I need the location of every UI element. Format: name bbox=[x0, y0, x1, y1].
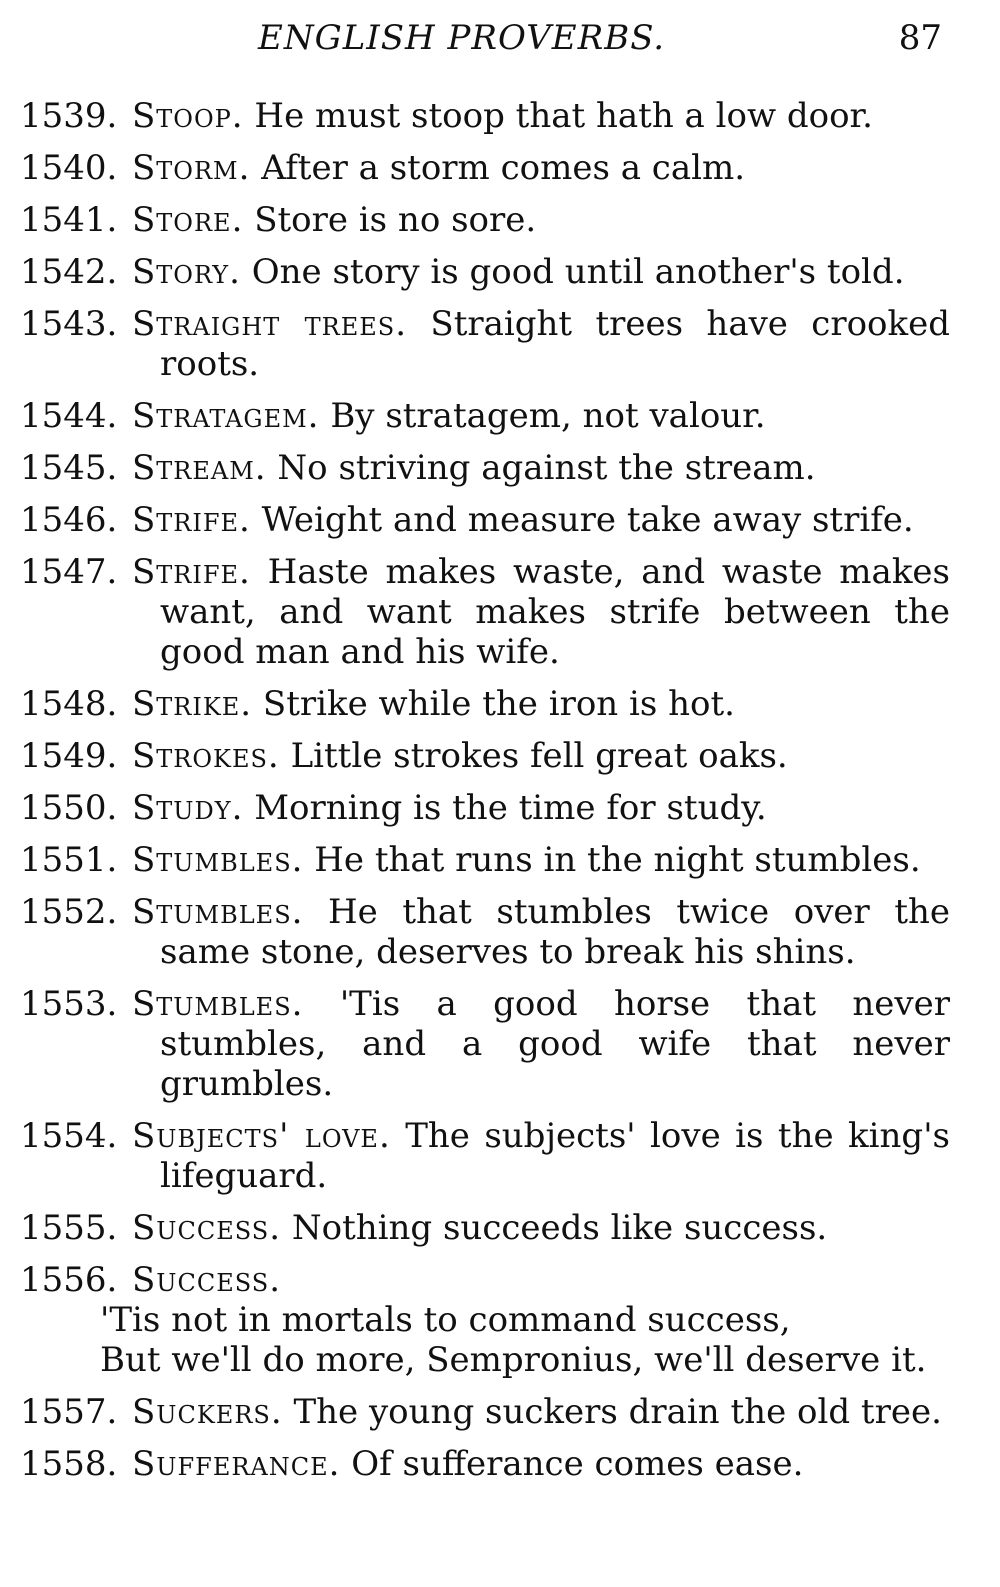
entry-text: He that runs in the night stumbles. bbox=[314, 840, 921, 880]
entry-body bbox=[132, 684, 950, 724]
entry-body bbox=[132, 396, 950, 436]
entry-number: 1558. bbox=[20, 1444, 118, 1484]
entry-body bbox=[132, 788, 950, 828]
entry-text: After a storm comes a calm. bbox=[261, 148, 746, 188]
entry-body bbox=[132, 984, 950, 1104]
entry-text: One story is good until another's told. bbox=[251, 252, 905, 292]
proverb-entry bbox=[20, 552, 950, 672]
entry-keyword: Story. bbox=[132, 252, 241, 292]
entry-body bbox=[132, 736, 950, 776]
entry-body bbox=[132, 500, 950, 540]
entry-text: Straight trees have crooked roots. bbox=[160, 304, 951, 384]
entry-text: Morning is the time for study. bbox=[254, 788, 767, 828]
proverb-entry bbox=[20, 1392, 950, 1432]
entry-body bbox=[132, 892, 950, 972]
entry-body bbox=[132, 1116, 950, 1196]
proverb-entry bbox=[20, 984, 950, 1104]
entry-keyword: Success. bbox=[132, 1260, 282, 1300]
entry-number: 1546. bbox=[20, 500, 118, 540]
proverb-entry bbox=[20, 148, 950, 188]
entry-body bbox=[132, 840, 950, 880]
entry-number: 1549. bbox=[20, 736, 118, 776]
entry-number: 1556. bbox=[20, 1260, 118, 1300]
entry-number: 1544. bbox=[20, 396, 118, 436]
proverb-entry bbox=[20, 1260, 950, 1380]
entry-keyword: Success. bbox=[132, 1208, 282, 1248]
entry-text: Haste makes waste, and waste makes want, and want makes strife between the good man and his wife. bbox=[160, 552, 950, 672]
entry-text: The young suckers drain the old tree. bbox=[293, 1392, 942, 1432]
entry-number: 1545. bbox=[20, 448, 118, 488]
entry-keyword: Strife. bbox=[132, 552, 251, 592]
proverb-entry bbox=[20, 788, 950, 828]
entry-text: He that stumbles twice over the same stone, deserves to break his shins. bbox=[160, 892, 951, 972]
page-header bbox=[0, 18, 1000, 62]
proverb-entry bbox=[20, 500, 950, 540]
proverb-entry bbox=[20, 1116, 950, 1196]
proverb-entry bbox=[20, 840, 950, 880]
proverb-entry bbox=[20, 1208, 950, 1248]
verse-line: 'Tis not in mortals to command success, bbox=[100, 1300, 791, 1340]
entry-number: 1543. bbox=[20, 304, 118, 344]
entry-keyword: Store. bbox=[132, 200, 244, 240]
proverb-entry bbox=[20, 252, 950, 292]
entry-body bbox=[132, 552, 950, 672]
entry-body bbox=[132, 200, 950, 240]
proverb-entry bbox=[20, 200, 950, 240]
entry-text: Store is no sore. bbox=[254, 200, 537, 240]
entry-keyword: Stratagem. bbox=[132, 396, 320, 436]
entry-body bbox=[132, 148, 950, 188]
entry-text: The subjects' love is the king's lifeguard. bbox=[160, 1116, 950, 1196]
entry-number: 1550. bbox=[20, 788, 118, 828]
entry-body bbox=[132, 304, 950, 384]
page-number: 87 bbox=[898, 18, 942, 58]
verse-line: But we'll do more, Sempronius, we'll deserve it. bbox=[100, 1340, 927, 1380]
entry-text: Weight and measure take away strife. bbox=[261, 500, 914, 540]
entry-keyword: Stoop. bbox=[132, 96, 244, 136]
entry-body bbox=[132, 1260, 950, 1300]
entry-body bbox=[132, 252, 950, 292]
entry-keyword: Storm. bbox=[132, 148, 251, 188]
entry-number: 1547. bbox=[20, 552, 118, 592]
proverb-entry bbox=[20, 684, 950, 724]
entry-text: 'Tis a good horse that never stumbles, and a good wife that never grumbles. bbox=[160, 984, 950, 1104]
entry-text: He must stoop that hath a low door. bbox=[254, 96, 873, 136]
entry-number: 1554. bbox=[20, 1116, 118, 1156]
proverb-entry bbox=[20, 736, 950, 776]
entry-keyword: Strike. bbox=[132, 684, 253, 724]
proverb-list bbox=[20, 96, 950, 1496]
entry-number: 1539. bbox=[20, 96, 118, 136]
proverb-entry bbox=[20, 396, 950, 436]
entry-body bbox=[132, 1444, 950, 1484]
entry-text: Nothing succeeds like success. bbox=[291, 1208, 828, 1248]
entry-number: 1555. bbox=[20, 1208, 118, 1248]
entry-keyword: Stream. bbox=[132, 448, 267, 488]
entry-keyword: Straight trees. bbox=[132, 304, 408, 344]
entry-number: 1540. bbox=[20, 148, 118, 188]
proverb-entry bbox=[20, 304, 950, 384]
entry-number: 1552. bbox=[20, 892, 118, 932]
entry-body bbox=[132, 1208, 950, 1248]
entry-keyword: Stumbles. bbox=[132, 892, 304, 932]
entry-number: 1548. bbox=[20, 684, 118, 724]
entry-body bbox=[132, 448, 950, 488]
entry-number: 1557. bbox=[20, 1392, 118, 1432]
entry-text: No striving against the stream. bbox=[277, 448, 816, 488]
entry-keyword: Suckers. bbox=[132, 1392, 283, 1432]
entry-keyword: Sufferance. bbox=[132, 1444, 341, 1484]
entry-text: Little strokes fell great oaks. bbox=[290, 736, 788, 776]
entry-number: 1542. bbox=[20, 252, 118, 292]
entry-number: 1541. bbox=[20, 200, 118, 240]
entry-keyword: Stumbles. bbox=[132, 840, 304, 880]
entry-text: Strike while the iron is hot. bbox=[262, 684, 735, 724]
entry-text: By stratagem, not valour. bbox=[330, 396, 766, 436]
entry-keyword: Stumbles. bbox=[132, 984, 304, 1024]
proverb-entry bbox=[20, 892, 950, 972]
proverb-entry bbox=[20, 448, 950, 488]
entry-keyword: Strife. bbox=[132, 500, 251, 540]
entry-keyword: Strokes. bbox=[132, 736, 280, 776]
entry-number: 1551. bbox=[20, 840, 118, 880]
entry-text: Of sufferance comes ease. bbox=[351, 1444, 804, 1484]
entry-number: 1553. bbox=[20, 984, 118, 1024]
entry-keyword: Study. bbox=[132, 788, 244, 828]
entry-body bbox=[132, 96, 950, 136]
proverb-entry bbox=[20, 1444, 950, 1484]
running-title: ENGLISH PROVERBS. bbox=[258, 18, 666, 58]
proverb-entry bbox=[20, 96, 950, 136]
entry-body bbox=[132, 1392, 950, 1432]
entry-keyword: Subjects' love. bbox=[132, 1116, 391, 1156]
verse-quotation bbox=[20, 1300, 950, 1380]
